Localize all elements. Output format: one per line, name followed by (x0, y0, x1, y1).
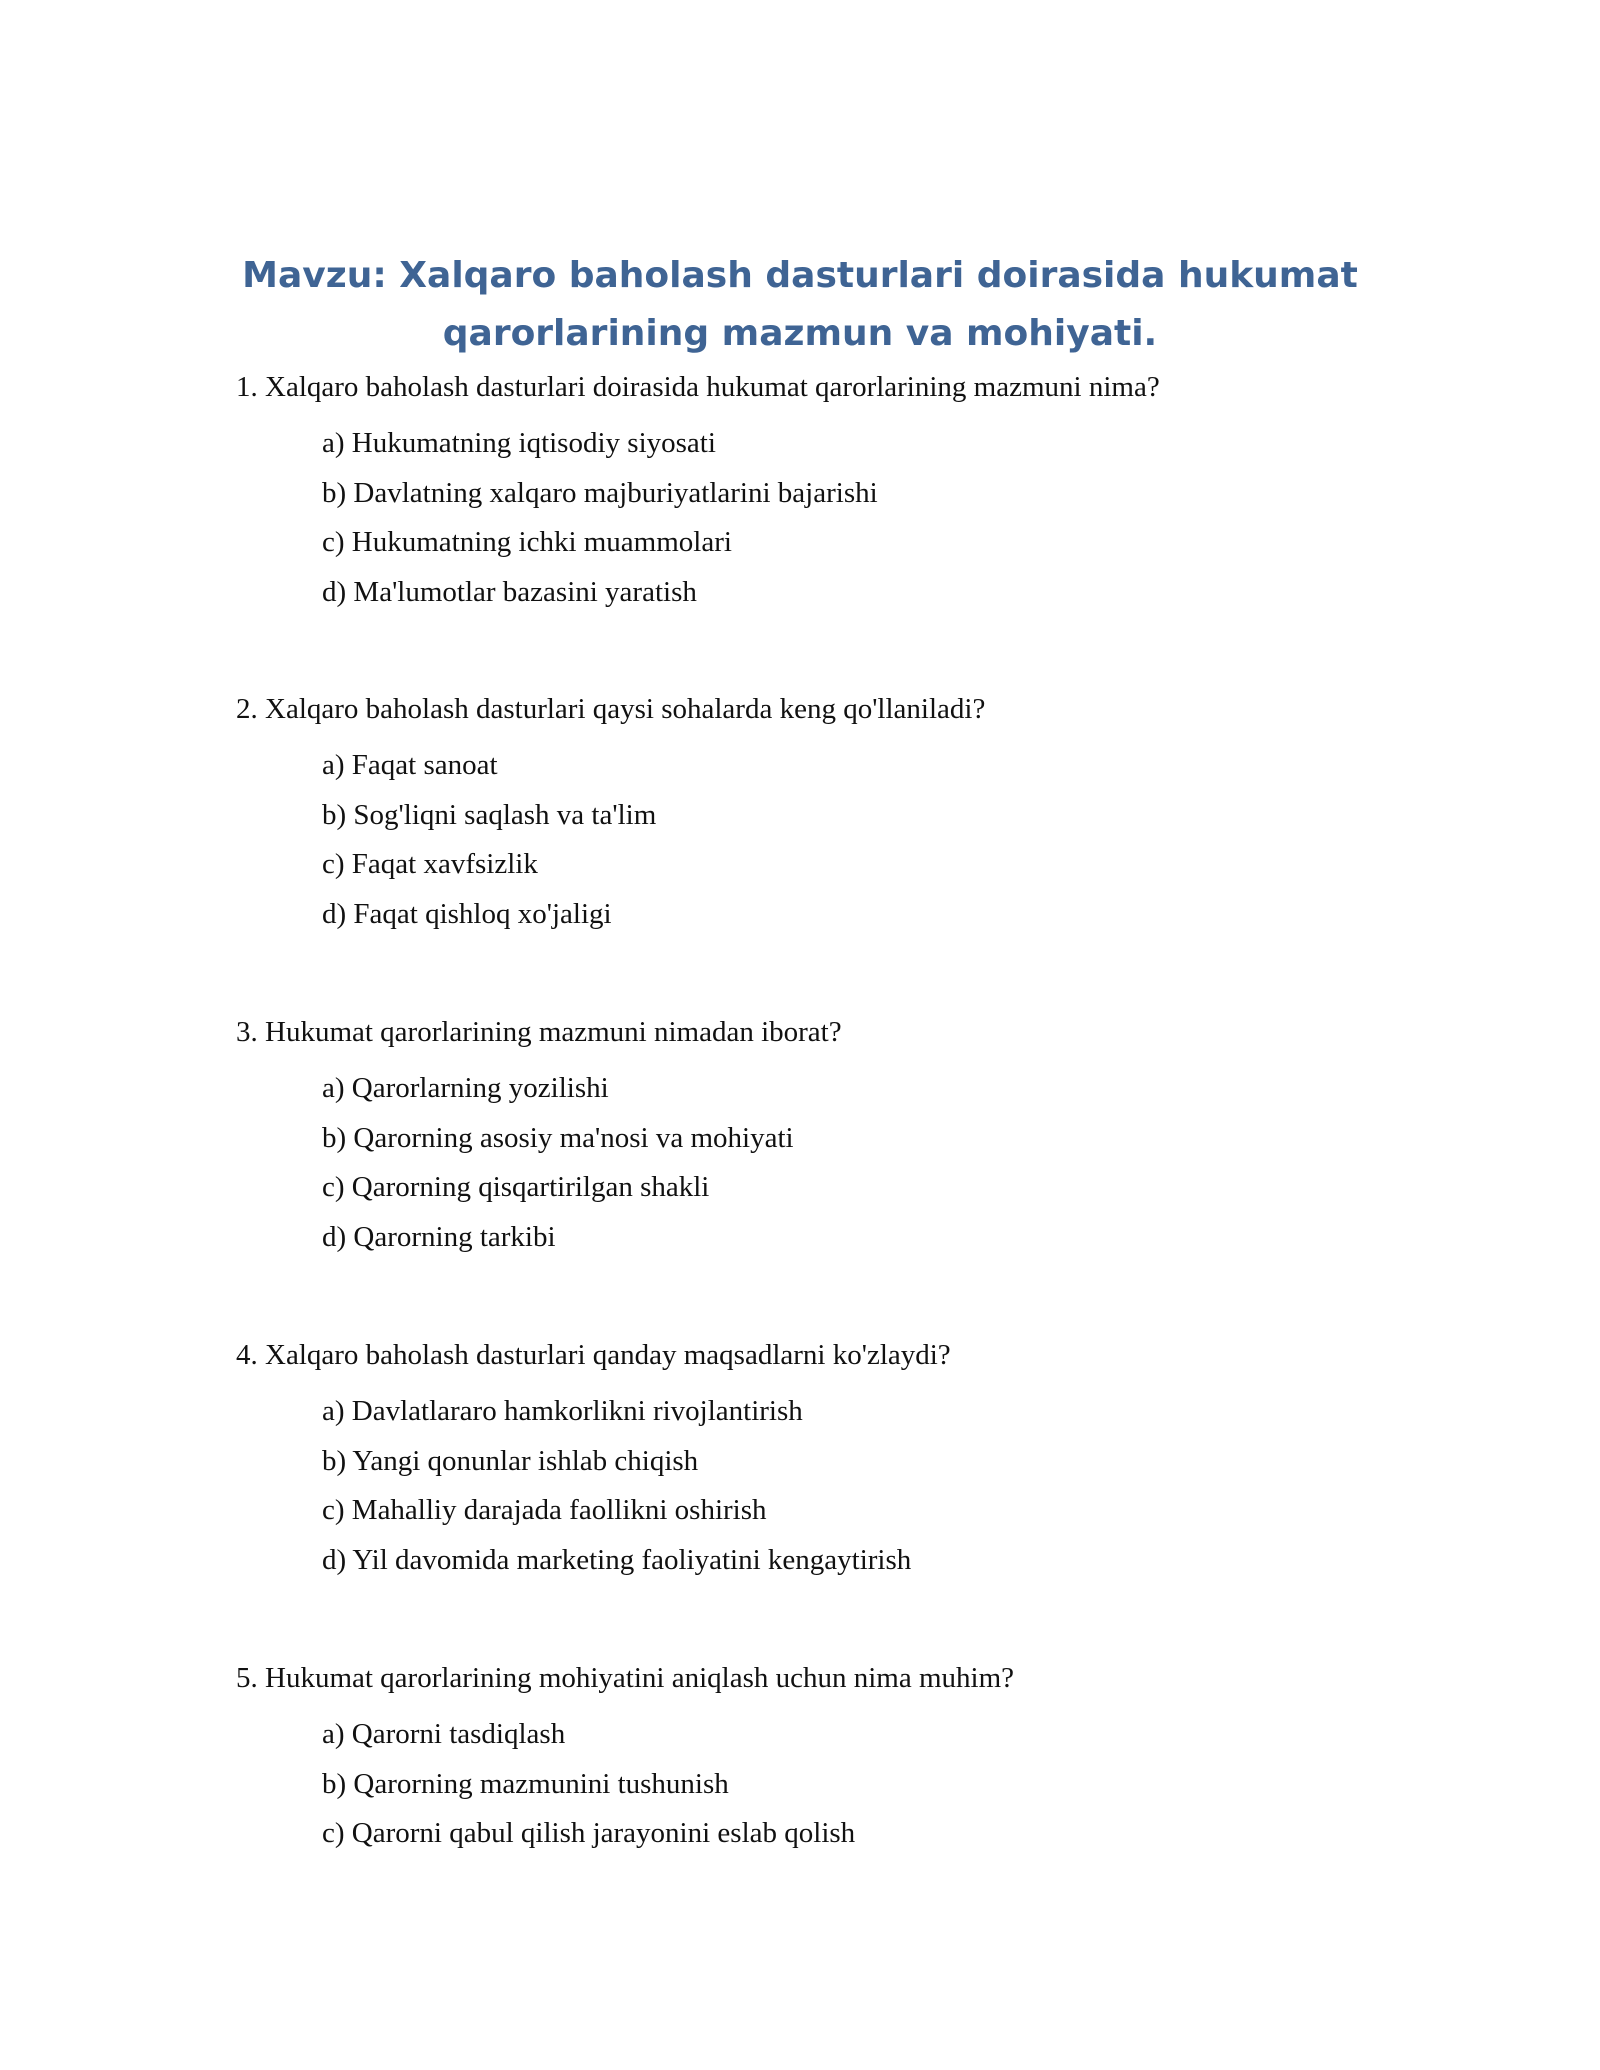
answer-option: b) Yangi qonunlar ishlab chiqish (322, 1444, 699, 1477)
answer-option: a) Faqat sanoat (322, 749, 498, 781)
answer-options (236, 747, 1436, 945)
answer-option: c) Mahalliy darajada faollikni oshirish (322, 1494, 767, 1526)
question-text: 2. Xalqaro baholash dasturlari qaysi sohalarda keng qo'llaniladi? (236, 693, 986, 725)
answer-option: a) Qarorlarning yozilishi (322, 1072, 609, 1104)
question-block-5 (236, 1660, 1436, 1865)
answer-option: d) Qarorning tarkibi (322, 1220, 556, 1253)
answer-option: a) Qarorni tasdiqlash (322, 1718, 566, 1750)
answer-option: c) Qarorning qisqartirilgan shakli (322, 1171, 710, 1203)
answer-option: b) Sog'liqni saqlash va ta'lim (322, 798, 657, 831)
question-block-3 (236, 1014, 1436, 1268)
answer-option: b) Davlatning xalqaro majburiyatlarini bajarishi (322, 476, 878, 509)
question-text: 4. Xalqaro baholash dasturlari qanday maqsadlarni ko'zlaydi? (236, 1339, 951, 1371)
question-text: 3. Hukumat qarorlarining mazmuni nimadan iborat? (236, 1016, 842, 1048)
title-line-1: Mavzu: Xalqaro baholash dasturlari doirasida hukumat (242, 255, 1358, 296)
document-title (240, 247, 1360, 363)
answer-option: d) Ma'lumotlar bazasini yaratish (322, 575, 697, 608)
answer-option: d) Yil davomida marketing faoliyatini kengaytirish (322, 1543, 912, 1576)
answer-option: c) Faqat xavfsizlik (322, 848, 538, 880)
answer-option: c) Qarorni qabul qilish jarayonini eslab qolish (322, 1817, 856, 1849)
answer-option: d) Faqat qishloq xo'jaligi (322, 897, 612, 930)
answer-option: b) Qarorning asosiy ma'nosi va mohiyati (322, 1121, 794, 1154)
question-text: 1. Xalqaro baholash dasturlari doirasida hukumat qarorlarining mazmuni nima? (236, 371, 1160, 403)
question-block-1 (236, 369, 1436, 623)
question-text: 5. Hukumat qarorlarining mohiyatini aniqlash uchun nima muhim? (236, 1662, 1015, 1694)
answer-options (236, 425, 1436, 623)
question-block-2 (236, 691, 1436, 945)
answer-options (236, 1716, 1436, 1865)
answer-option: c) Hukumatning ichki muammolari (322, 526, 732, 558)
answer-option: b) Qarorning mazmunini tushunish (322, 1767, 729, 1800)
answer-option: a) Hukumatning iqtisodiy siyosati (322, 427, 716, 459)
answer-options (236, 1070, 1436, 1268)
question-block-4 (236, 1337, 1436, 1591)
title-line-2: qarorlarining mazmun va mohiyati. (442, 313, 1158, 354)
answer-option: a) Davlatlararo hamkorlikni rivojlantirish (322, 1395, 803, 1427)
answer-options (236, 1393, 1436, 1591)
